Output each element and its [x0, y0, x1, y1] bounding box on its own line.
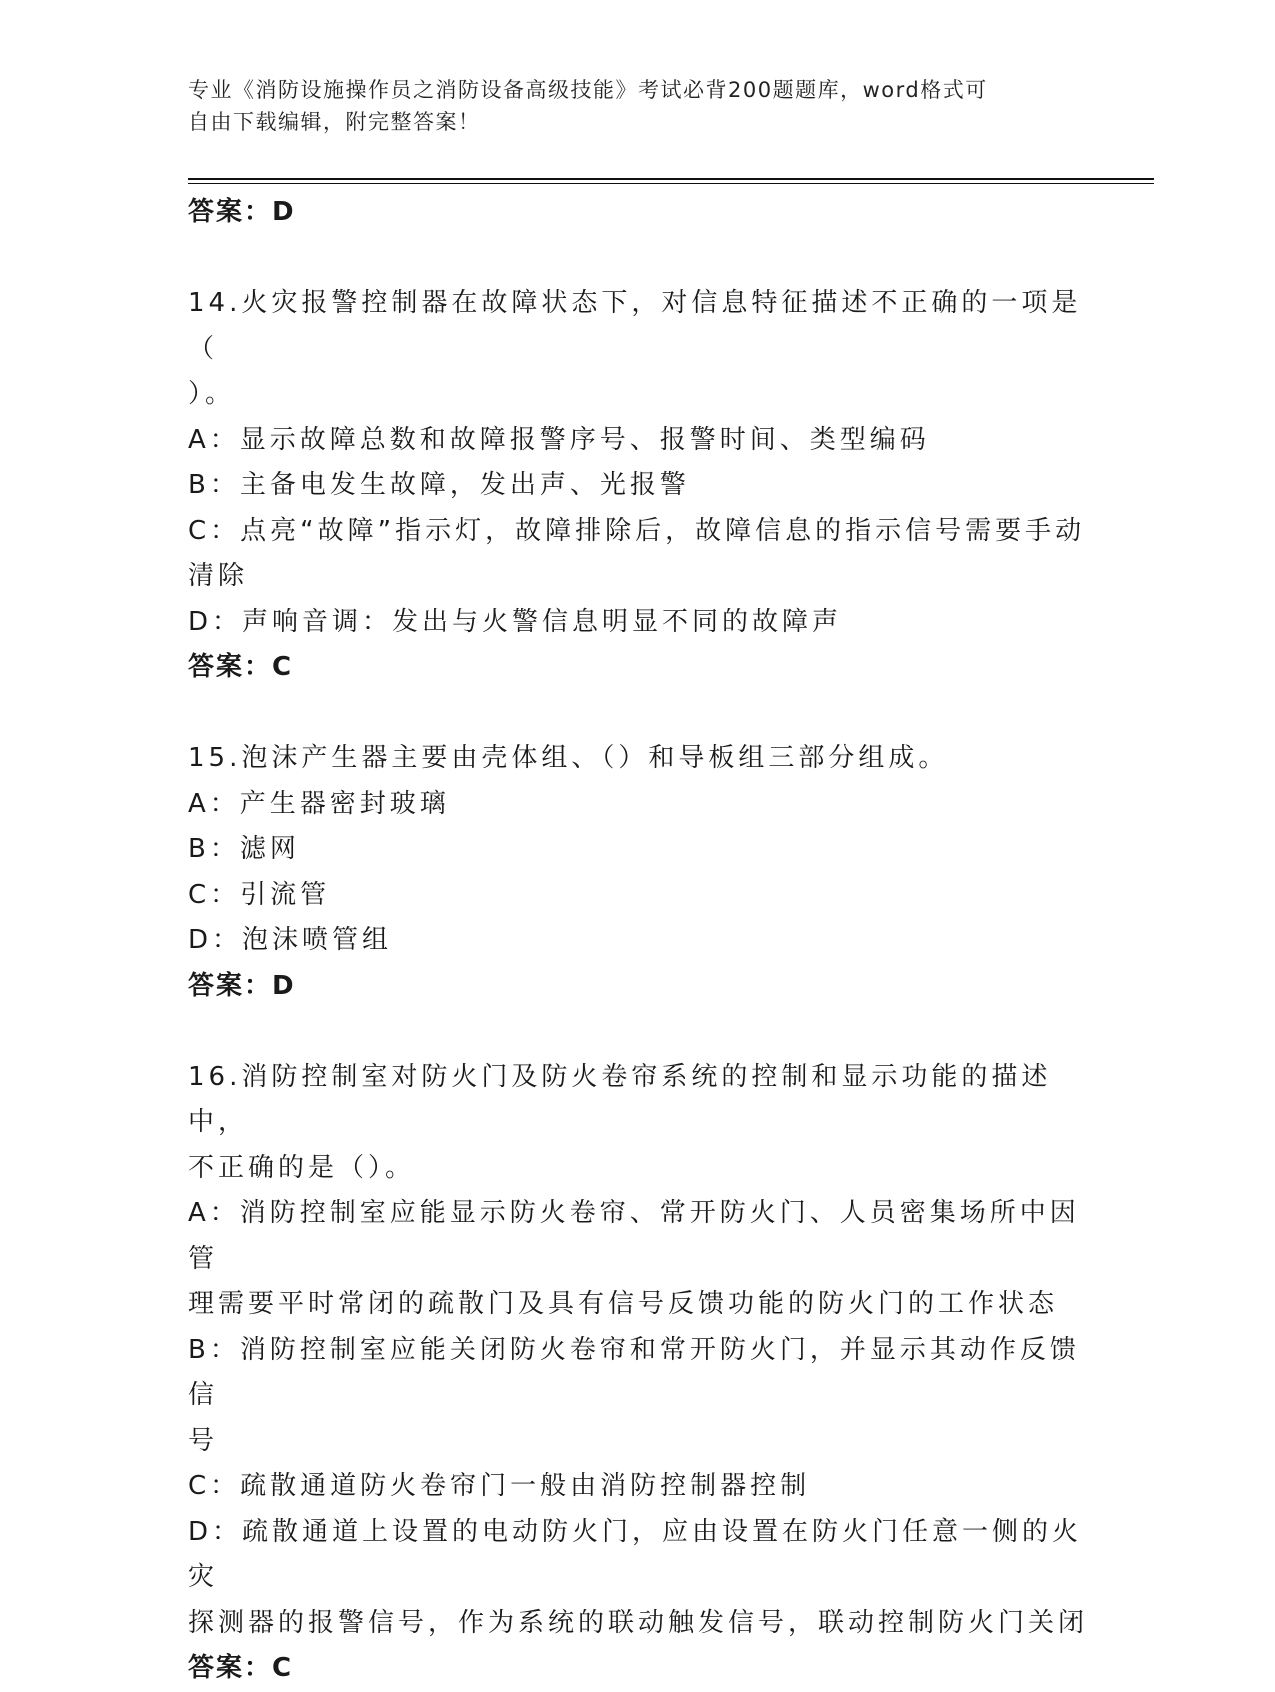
- question-stem: 15.泡沫产生器主要由壳体组、（）和导板组三部分组成。: [188, 743, 949, 773]
- header-divider-thin: [188, 183, 1154, 184]
- option-d: 探测器的报警信号，作为系统的联动触发信号，联动控制防火门关闭: [188, 1607, 1089, 1638]
- question-stem: ）。: [188, 379, 236, 409]
- header-divider-thick: [188, 178, 1154, 180]
- option-c: C：点亮“故障”指示灯，故障排除后，故障信息的指示信号需要手动: [188, 515, 1086, 546]
- header-line-2: 自由下载编辑，附完整答案！: [188, 110, 481, 134]
- option-d: D：泡沫喷管组: [188, 925, 393, 955]
- option-d: D：声响音调：发出与火警信息明显不同的故障声: [188, 606, 843, 637]
- option-b: B：滤网: [188, 834, 300, 864]
- option-a: A：显示故障总数和故障报警序号、报警时间、类型编码: [188, 424, 930, 455]
- document-header: [188, 74, 1068, 138]
- option-b: B：消防控制室应能关闭防火卷帘和常开防火门，并显示其动作反馈信: [188, 1334, 1080, 1410]
- question-stem: 不正确的是（）。: [188, 1152, 416, 1183]
- option-d: D：疏散通道上设置的电动防火门，应由设置在防火门任意一侧的火灾: [188, 1516, 1083, 1592]
- question-item: [188, 1055, 1088, 1692]
- option-c: 清除: [188, 561, 249, 591]
- question-stem: 16.消防控制室对防火门及防火卷帘系统的控制和显示功能的描述中，: [188, 1061, 1052, 1137]
- answer-line: 答案：D: [188, 197, 296, 227]
- question-stem: 14.火灾报警控制器在故障状态下，对信息特征描述不正确的一项是（: [188, 288, 1082, 364]
- answer-line: 答案：D: [188, 970, 296, 1001]
- answer-line: 答案：C: [188, 652, 294, 682]
- question-item: [188, 281, 1088, 691]
- question-item: [188, 736, 1088, 1009]
- question-content: [188, 190, 1088, 1692]
- answer-line: 答案：C: [188, 1653, 294, 1683]
- option-b: B：主备电发生故障，发出声、光报警: [188, 470, 690, 500]
- option-c: C：引流管: [188, 879, 331, 910]
- option-b: 号: [188, 1425, 219, 1456]
- option-c: C：疏散通道防火卷帘门一般由消防控制器控制: [188, 1471, 811, 1501]
- option-a: A：消防控制室应能显示防火卷帘、常开防火门、人员密集场所中因管: [188, 1198, 1080, 1274]
- option-a: 理需要平时常闭的疏散门及具有信号反馈功能的防火门的工作状态: [188, 1289, 1059, 1319]
- header-line-1: 专业《消防设施操作员之消防设备高级技能》考试必背200题题库，word格式可: [188, 78, 988, 102]
- option-a: A：产生器密封玻璃: [188, 788, 450, 819]
